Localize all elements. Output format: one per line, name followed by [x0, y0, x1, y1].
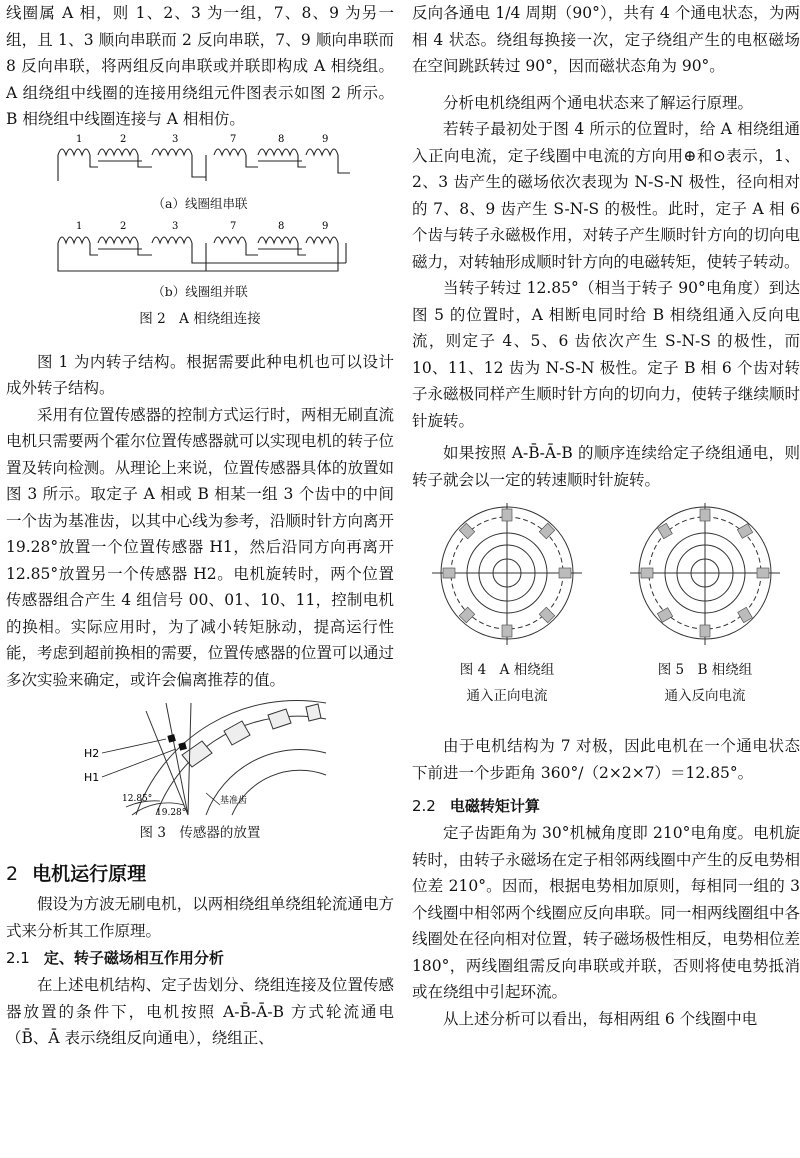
coil-label: 9: [322, 133, 329, 145]
paragraph: 由于电机结构为 7 对极，因此电机在一个通电状态下前进一个步距角 360°/（2×2×7）＝12.85°。: [412, 737, 800, 782]
paragraph: 采用有位置传感器的控制方式运行时，两相无刷直流电机只需要两个霍尔位置传感器就可以实现电机的转子位置及转向检测。从理论上来说，位置传感器具体的放置如图 3 所示。取定子 A 相或 B 相某一组 3 个齿中的中间一个齿为基准齿，以其中心线为参考，沿顺时针方向离开 19.28°放置一个位置传感器 H1，然后沿同方向再离开 12.85°放置另一个传感器 H2。电机旋转时，两个位置传感器组合产生 4 组信号 00、01、10、11，控制电机的换相。实际应用时，为了减小转矩脉动，提高运行性能，考虑到超前换相的需要，位置传感器的位置可以通过多次实验来确定，或许会偏离推荐的值。: [6, 405, 394, 689]
figure-3-caption: 图 3 传感器的放置: [139, 825, 261, 841]
section-heading: 2 电机运行原理: [6, 863, 147, 885]
figure-4-caption: 图 4 A 相绕组 通入正向电流: [459, 662, 555, 704]
coil-label: 8: [278, 133, 285, 145]
h2-label: H2: [84, 747, 100, 760]
parallel-connection-diagram: [6, 219, 394, 283]
paragraph: 在上述电机结构、定子齿划分、绕组连接及位置传感器放置的条件下，电机按照 A-B̄-Ā-B 方式轮流通电（B̄、Ā 表示绕组反向通电），绕组正、: [6, 976, 394, 1047]
coil-label: 8: [278, 220, 285, 232]
subsection-heading: 2.1 定、转子磁场相互作用分析: [6, 949, 224, 967]
right-column: [412, 0, 800, 1032]
subcaption-b: （b）线圈组并联: [152, 283, 248, 299]
coil-label: 9: [322, 220, 329, 232]
paragraph: 假设为方波无刷电机，以两相绕组单绕组轮流通电方式来分析其工作原理。: [6, 895, 394, 940]
coil-label: 2: [120, 133, 127, 145]
figure-3: [6, 697, 394, 843]
figures-4-5: [412, 501, 800, 649]
coil-label: 2: [120, 220, 127, 232]
sensor-placement-diagram: [6, 697, 394, 817]
paragraph: 从上述分析可以看出，每相两组 6 个线圈中电: [443, 1009, 758, 1028]
figure-5-caption: 图 5 B 相绕组 通入反向电流: [657, 662, 753, 704]
h1-label: H1: [84, 771, 100, 784]
left-column: [6, 0, 394, 1052]
angle-label: 12.85°: [122, 794, 153, 804]
coil-label: 7: [230, 220, 237, 232]
paragraph: 定子齿距角为 30°机械角度即 210°电角度。电机旋转时，由转子永磁场在定子相邻两线圈中产生的反电势相位差 210°。因而，根据电势相加原则，每相同一组的 3 个线圈中相邻两个线圈应反向串联。同一相两线圈组中各线圈处在径向相对位置，转子磁场极性相反，电势相位差 180°，两线圈组需反向串联或并联，否则将使电势抵消或在绕组中引起环流。: [412, 824, 800, 1001]
paragraph: 线圈属 A 相，则 1、2、3 为一组，7、8、9 为另一组，且 1、3 顺向串联而 2 反向串联，7、9 顺向串联而 8 反向串联，将两组反向串联或并联即构成 A 相绕组。A 组绕组中线圈的连接用绕组元件图表示如图 2 所示。B 相绕组中线圈连接与 A 相相仿。: [6, 4, 394, 128]
coil-label: 7: [230, 133, 237, 145]
figure-4-motor-diagram: [412, 501, 602, 649]
paragraph: 分析电机绕组两个通电状态来了解运行原理。: [443, 93, 754, 112]
paragraph: 当转子转过 12.85°（相当于转子 90°电角度）到达图 5 的位置时，A 相断电同时给 B 相绕组通入反向电流，则定子 4、5、6 齿依次产生 S-N-S 的极性，而 10、11、12 齿为 N-S-N 极性。定子 B 相 6 个齿对转子永磁极同样产生顺时针方向的切向力，使转子继续顺时针旋转。: [412, 279, 800, 430]
figure-2-caption: 图 2 A 相绕组连接: [139, 310, 261, 327]
subcaption-a: （a）线圈组串联: [152, 195, 248, 211]
paragraph: 如果按照 A-B̄-Ā-B 的顺序连续给定子绕组通电，则转子就会以一定的转速顺时针旋转。: [412, 444, 800, 489]
coil-label: 1: [76, 220, 83, 232]
angle-label: 19.28°: [156, 808, 187, 817]
coil-label: 1: [76, 133, 83, 145]
figure-5-motor-diagram: [610, 501, 800, 649]
paragraph: 若转子最初处于图 4 所示的位置时，给 A 相绕组通入正向电流，定子线圈中电流的方向用⊕和⊙表示，1、2、3 齿产生的磁场依次表现为 N-S-N 极性，径向相对的 7、8、9 齿产生 S-N-S 的极性。此时，定子 A 相 6 个齿与转子永磁极作用，对转子产生顺时针方向的切向电磁力，对转轴形成顺时针方向的电磁转矩，使转子转动。: [412, 120, 800, 271]
series-connection-diagram: [6, 133, 394, 195]
subsection-heading: 2.2 电磁转矩计算: [412, 797, 540, 815]
figure-captions: [412, 657, 800, 709]
coil-label: 3: [172, 133, 179, 145]
figure-2: [6, 133, 394, 329]
paragraph: 反向各通电 1/4 周期（90°），共有 4 个通电状态，为两相 4 状态。绕组每换接一次，定子绕组产生的电枢磁场在空间跳跃转过 90°，因而磁状态角为 90°。: [412, 4, 800, 75]
coil-label: 3: [172, 220, 179, 232]
paragraph: 图 1 为内转子结构。根据需要此种电机也可以设计成外转子结构。: [6, 352, 394, 397]
reference-tooth-label: 基准齿: [220, 796, 248, 806]
